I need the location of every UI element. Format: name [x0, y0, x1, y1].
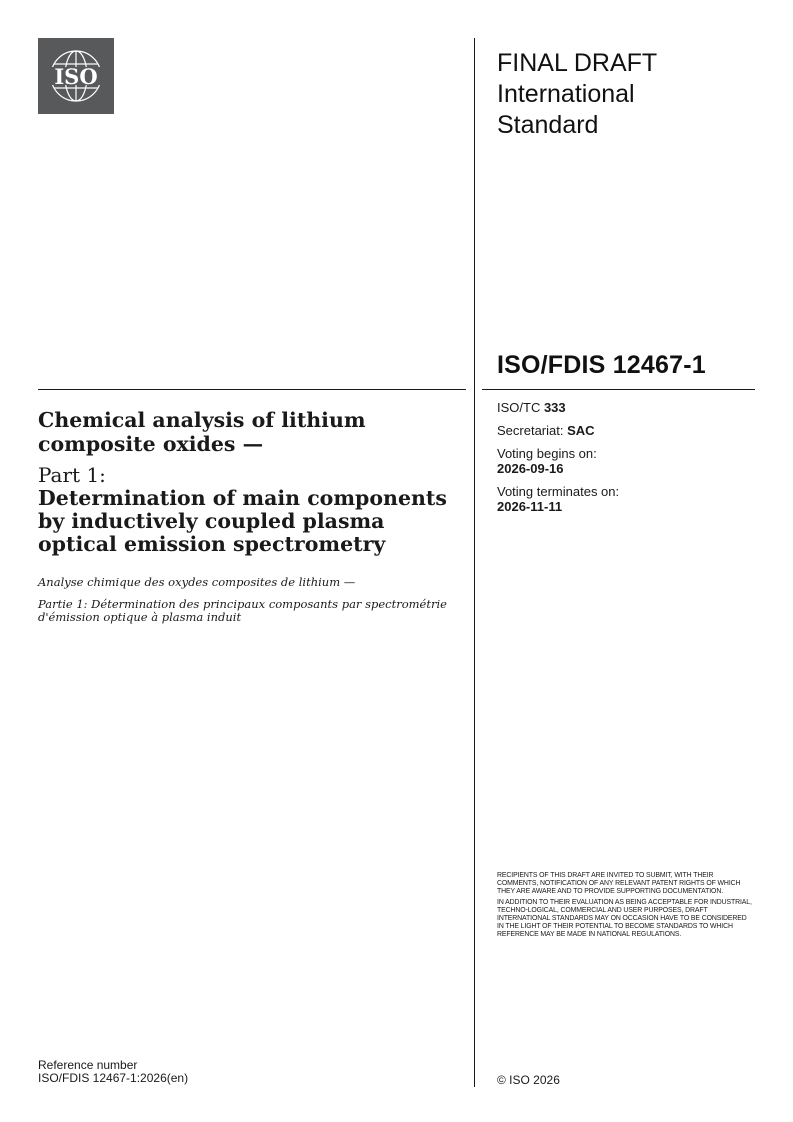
iso-logo-text: ISO — [54, 64, 98, 89]
voting-terminates-label: Voting terminates on: — [497, 484, 620, 499]
main-title: Chemical analysis of lithium composite oxides — — [38, 408, 366, 456]
secretariat-label: Secretariat: — [497, 423, 568, 438]
document-metadata — [497, 400, 619, 522]
reference-number-label: Reference number — [38, 1058, 138, 1072]
voting-begins-row — [497, 446, 619, 476]
part-title: Determination of main components by inductively coupled plasma optical emission spectrometry — [38, 486, 447, 556]
french-main-title: Analyse chimique des oxydes composites de lithium — — [38, 575, 356, 589]
vertical-divider — [474, 38, 475, 1087]
stage-line-2: International — [497, 80, 635, 108]
notice-paragraph-2: IN ADDITION TO THEIR EVALUATION AS BEING ACCEPTABLE FOR INDUSTRIAL, TECHNO-LOGICAL, COMMERCIAL AND USER PURPOSES, DRAFT INTERNATIONAL STANDARDS MAY ON OCCASION HAVE TO BE CONSIDERED IN THE LIGHT OF THEIR POTENTIAL TO BECOME STANDARDS TO WHICH REFERENCE MAY BE MADE IN NATIONAL REGULATIONS. — [497, 899, 752, 938]
stage-line-1: FINAL DRAFT — [497, 49, 658, 77]
document-reference-code: ISO/FDIS 12467-1 — [497, 351, 706, 379]
reference-number — [38, 1059, 188, 1085]
secretariat-row — [497, 423, 619, 438]
committee-row — [497, 400, 619, 415]
part-label: Part 1: — [38, 463, 106, 487]
horizontal-rule-left — [38, 389, 466, 390]
voting-begins-label: Voting begins on: — [497, 446, 597, 461]
iso-logo — [38, 38, 114, 114]
stage-line-3: Standard — [497, 111, 599, 139]
document-stage-heading — [497, 48, 657, 141]
voting-terminates-date: 2026-11-11 — [497, 499, 563, 514]
reference-number-value: ISO/FDIS 12467-1:2026(en) — [38, 1071, 189, 1085]
draft-notice — [497, 872, 755, 942]
notice-paragraph-1: RECIPIENTS OF THIS DRAFT ARE INVITED TO SUBMIT, WITH THEIR COMMENTS, NOTIFICATION OF ANY RELEVANT PATENT RIGHTS OF WHICH THEY ARE AWARE AND TO PROVIDE SUPPORTING DOCUMENTATION. — [497, 872, 741, 895]
voting-begins-date: 2026-09-16 — [497, 461, 564, 476]
voting-terminates-row — [497, 484, 619, 514]
title-block — [38, 408, 458, 633]
committee-value: 333 — [543, 400, 566, 415]
iso-globe-icon — [38, 38, 114, 114]
copyright-notice: © ISO 2026 — [497, 1073, 560, 1087]
committee-label: ISO/TC — [497, 400, 544, 415]
horizontal-rule-right — [482, 389, 755, 390]
french-part-title: Partie 1: Détermination des principaux composants par spectrométrie d'émission optique à plasma induit — [38, 597, 447, 624]
secretariat-value: SAC — [567, 423, 595, 438]
